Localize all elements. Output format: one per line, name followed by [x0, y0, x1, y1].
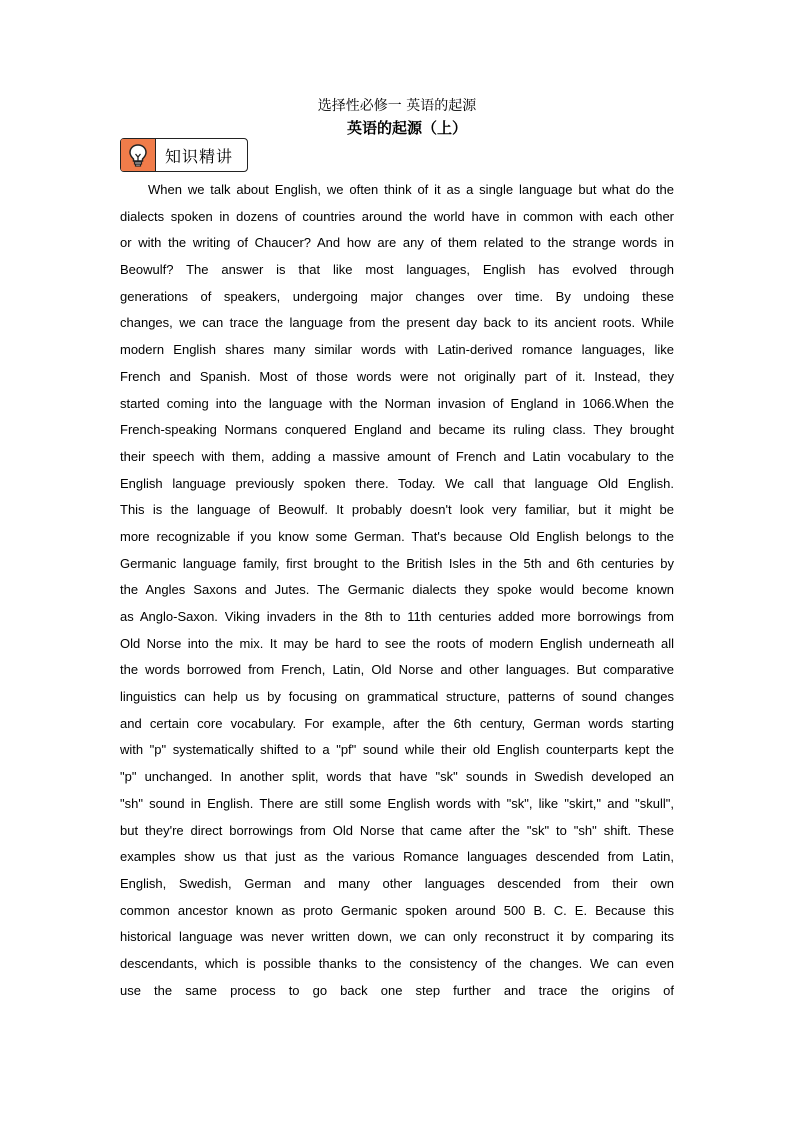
paragraph-line: their speech with them, adding a massive amount of French and Latin vocabulary to the — [120, 448, 674, 464]
section-badge-label: 知识精讲 — [165, 146, 234, 166]
paragraph-line: dialects spoken in dozens of countries around the world have in common with each other — [120, 208, 674, 224]
paragraph-line: changes, we can trace the language from the present day back to its ancient roots. While — [120, 315, 674, 331]
paragraph-line: use the same process to go back one step further and trace the origins of — [120, 982, 674, 998]
paragraph-line: Old Norse into the mix. It may be hard to see the roots of modern English underneath all — [120, 635, 674, 651]
paragraph-line: English language previously spoken there. Today. We call that language Old English. — [120, 475, 674, 491]
paragraph-line: the Angles Saxons and Jutes. The Germanic dialects they spoke would become known — [120, 582, 674, 598]
paragraph-line: This is the language of Beowulf. It probably doesn't look very familiar, but it might be — [120, 502, 674, 518]
paragraph-line: "sh" sound in English. There are still some English words with "sk", like "skirt," and "skull", — [120, 795, 674, 811]
paragraph-line: or with the writing of Chaucer? And how are any of them related to the strange words in — [120, 235, 674, 251]
paragraph-line: French and Spanish. Most of those words were not originally part of it. Instead, they — [120, 368, 674, 384]
paragraph-line: historical language was never written down, we can only reconstruct it by comparing its — [120, 929, 674, 945]
paragraph-line: generations of speakers, undergoing major changes over time. By undoing these — [120, 288, 674, 304]
page-title: 选择性必修一 英语的起源 — [317, 98, 477, 114]
lightbulb-icon — [121, 139, 156, 171]
paragraph-line: English, Swedish, German and many other languages descended from their own — [120, 875, 674, 891]
paragraph-line: "p" unchanged. In another split, words that have "sk" sounds in Swedish developed an — [120, 769, 674, 785]
paragraph-line: but they're direct borrowings from Old Norse that came after the "sk" to "sh" shift. These — [120, 822, 674, 838]
paragraph-line: modern English shares many similar words with Latin-derived romance languages, like — [120, 342, 674, 358]
paragraph-line: with "p" systematically shifted to a "pf" sound while their old English counterparts kept the — [120, 742, 674, 758]
paragraph-line: Beowulf? The answer is that like most languages, English has evolved through — [120, 262, 674, 278]
paragraph-line: When we talk about English, we often think of it as a single language but what do the — [148, 182, 674, 197]
paragraph-line: and certain core vocabulary. For example, after the 6th century, German words starting — [120, 715, 674, 731]
paragraph-line: linguistics can help us by focusing on grammatical structure, patterns of sound changes — [120, 689, 674, 705]
section-badge — [120, 138, 248, 172]
paragraph-line: French-speaking Normans conquered England and became its ruling class. They brought — [120, 422, 674, 438]
paragraph-line: the words borrowed from French, Latin, Old Norse and other languages. But comparative — [120, 662, 674, 678]
paragraph-line: started coming into the language with the Norman invasion of England in 1066.When the — [120, 395, 674, 411]
paragraph-line: descendants, which is possible thanks to the consistency of the changes. We can even — [120, 955, 674, 971]
body-paragraph — [120, 177, 674, 1004]
paragraph-line: common ancestor known as proto Germanic spoken around 500 B. C. E. Because this — [120, 902, 674, 918]
paragraph-line: as Anglo-Saxon. Viking invaders in the 8th to 11th centuries added more borrowings from — [120, 609, 674, 624]
page-subtitle: 英语的起源（上） — [346, 119, 467, 137]
paragraph-line: examples show us that just as the various Romance languages descended from Latin, — [120, 849, 674, 865]
paragraph-line: more recognizable if you know some German. That's because Old English belongs to the — [120, 528, 674, 544]
paragraph-line: Germanic language family, first brought to the British Isles in the 5th and 6th centuries by — [120, 555, 674, 571]
